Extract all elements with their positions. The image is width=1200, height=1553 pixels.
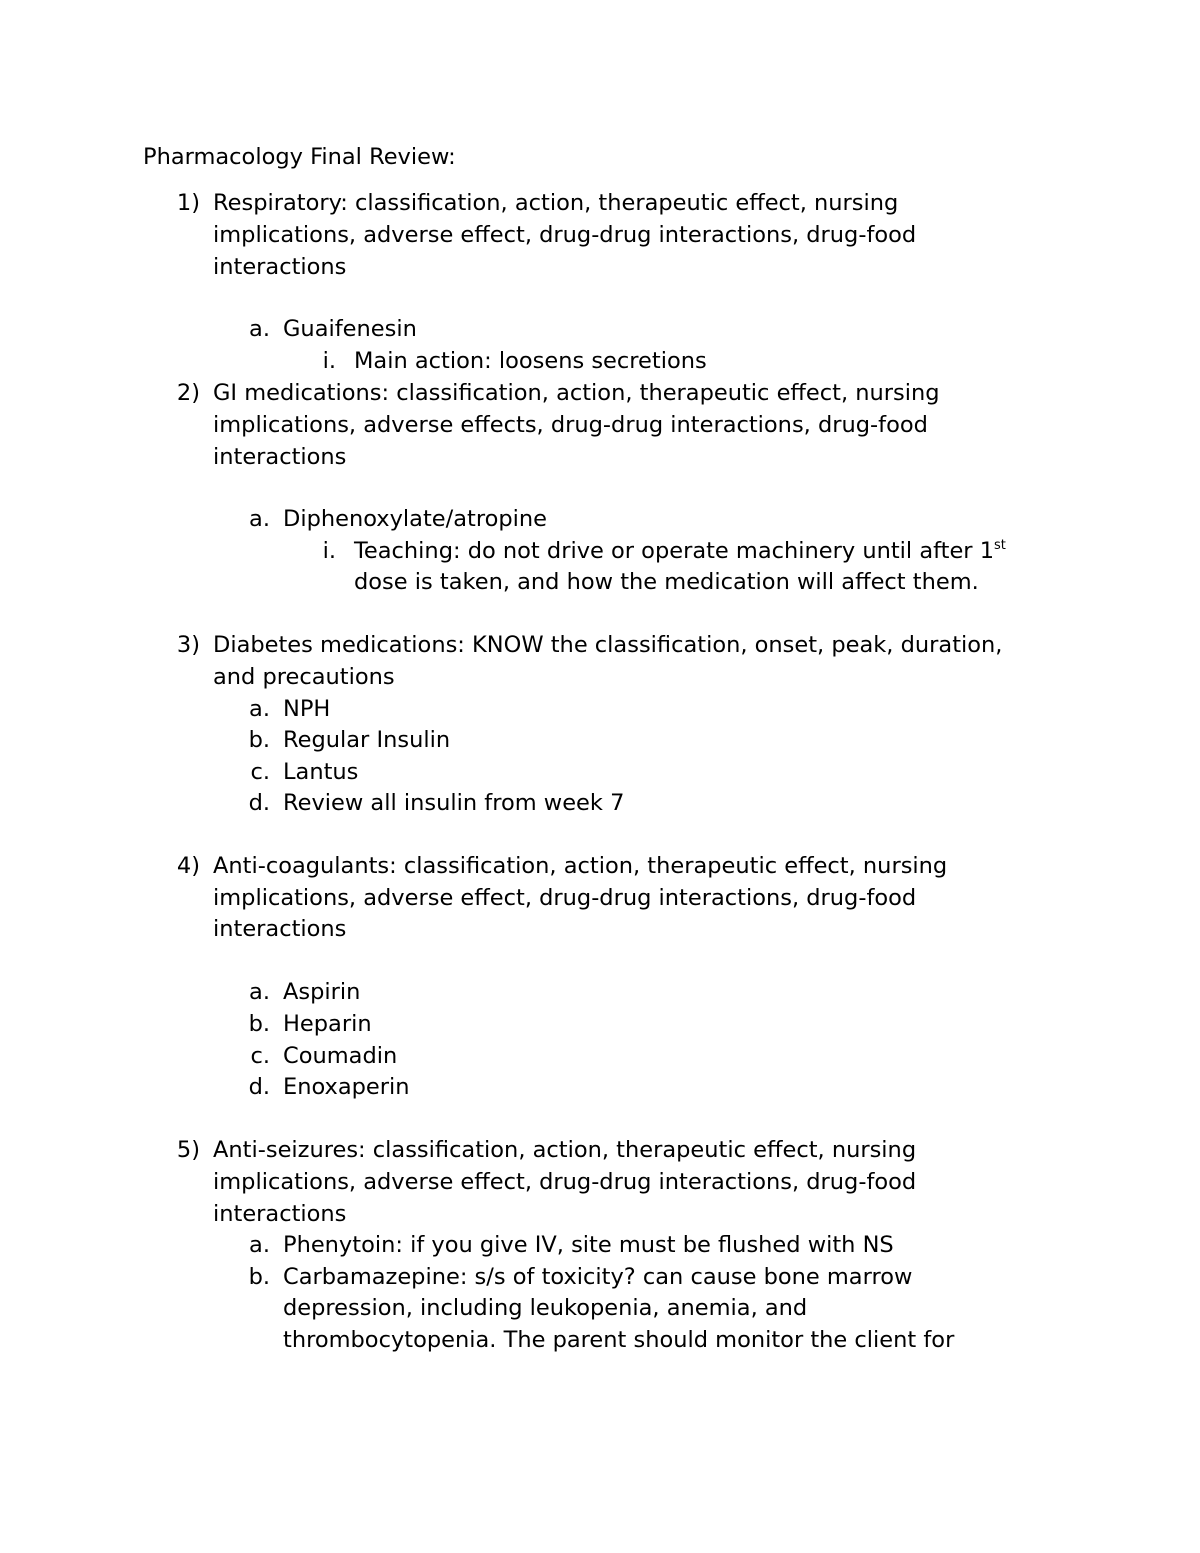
document-title: Pharmacology Final Review: [143, 144, 456, 170]
sublist-item-line: Coumadin [283, 1043, 398, 1069]
list-item-line: GI medications: classification, action, therapeutic effect, nursing [213, 380, 940, 406]
list-item-line: interactions [213, 916, 347, 942]
subsublist-marker: i. [322, 538, 336, 564]
sublist-marker: b. [248, 1264, 270, 1290]
teaching-text: Teaching: do not drive or operate machinery until after 1 [354, 538, 995, 564]
sublist-item-line: Review all insulin from week 7 [283, 790, 625, 816]
sublist-item-line: Lantus [283, 759, 359, 785]
sublist-marker: a. [249, 979, 270, 1005]
list-item-line: Diabetes medications: KNOW the classification, onset, peak, duration, [213, 632, 1003, 658]
list-item-line: and precautions [213, 664, 395, 690]
list-item-line: implications, adverse effects, drug-drug interactions, drug-food [213, 412, 928, 438]
subsublist-item-line: dose is taken, and how the medication will affect them. [354, 569, 979, 595]
list-marker: 2) [176, 380, 200, 406]
sublist-marker: c. [250, 1043, 270, 1069]
sublist-item-line: Enoxaperin [283, 1074, 410, 1100]
sublist-marker: c. [250, 759, 270, 785]
list-marker: 3) [176, 632, 200, 658]
list-marker: 5) [176, 1137, 200, 1163]
sublist-marker: a. [249, 696, 270, 722]
sublist-marker: b. [248, 727, 270, 753]
list-item-line: implications, adverse effect, drug-drug interactions, drug-food [213, 1169, 917, 1195]
subsublist-item-line: Main action: loosens secretions [354, 348, 707, 374]
sublist-item-line: Guaifenesin [283, 316, 417, 342]
list-item-line: Respiratory: classification, action, therapeutic effect, nursing [213, 190, 899, 216]
list-item-line: interactions [213, 1201, 347, 1227]
subsublist-marker: i. [322, 348, 336, 374]
sublist-marker: d. [248, 790, 270, 816]
sublist-item-line: Carbamazepine: s/s of toxicity? can cause bone marrow [283, 1264, 913, 1290]
sublist-marker: a. [249, 506, 270, 532]
list-item-line: interactions [213, 444, 347, 470]
sublist-item-line: Phenytoin: if you give IV, site must be flushed with NS [283, 1232, 894, 1258]
list-item-line: implications, adverse effect, drug-drug interactions, drug-food [213, 885, 917, 911]
sublist-item-line: Regular Insulin [283, 727, 451, 753]
list-item-line: implications, adverse effect, drug-drug interactions, drug-food [213, 222, 917, 248]
sublist-marker: a. [249, 316, 270, 342]
sublist-marker: a. [249, 1232, 270, 1258]
sublist-item-line: Aspirin [283, 979, 361, 1005]
sublist-item-line: thrombocytopenia. The parent should monitor the client for [283, 1327, 955, 1353]
sublist-item-line: Heparin [283, 1011, 372, 1037]
sublist-marker: b. [248, 1011, 270, 1037]
sublist-marker: d. [248, 1074, 270, 1100]
subsublist-item-line [354, 540, 1006, 563]
sublist-item-line: depression, including leukopenia, anemia, and [283, 1295, 808, 1321]
list-item-line: Anti-seizures: classification, action, therapeutic effect, nursing [213, 1137, 917, 1163]
list-item-line: interactions [213, 254, 347, 280]
list-item-line: Anti-coagulants: classification, action, therapeutic effect, nursing [213, 853, 948, 879]
list-marker: 1) [176, 190, 200, 216]
sublist-item-line: NPH [283, 696, 331, 722]
list-marker: 4) [176, 853, 200, 879]
ordinal-superscript: st [994, 538, 1006, 553]
sublist-item-line: Diphenoxylate/atropine [283, 506, 547, 532]
